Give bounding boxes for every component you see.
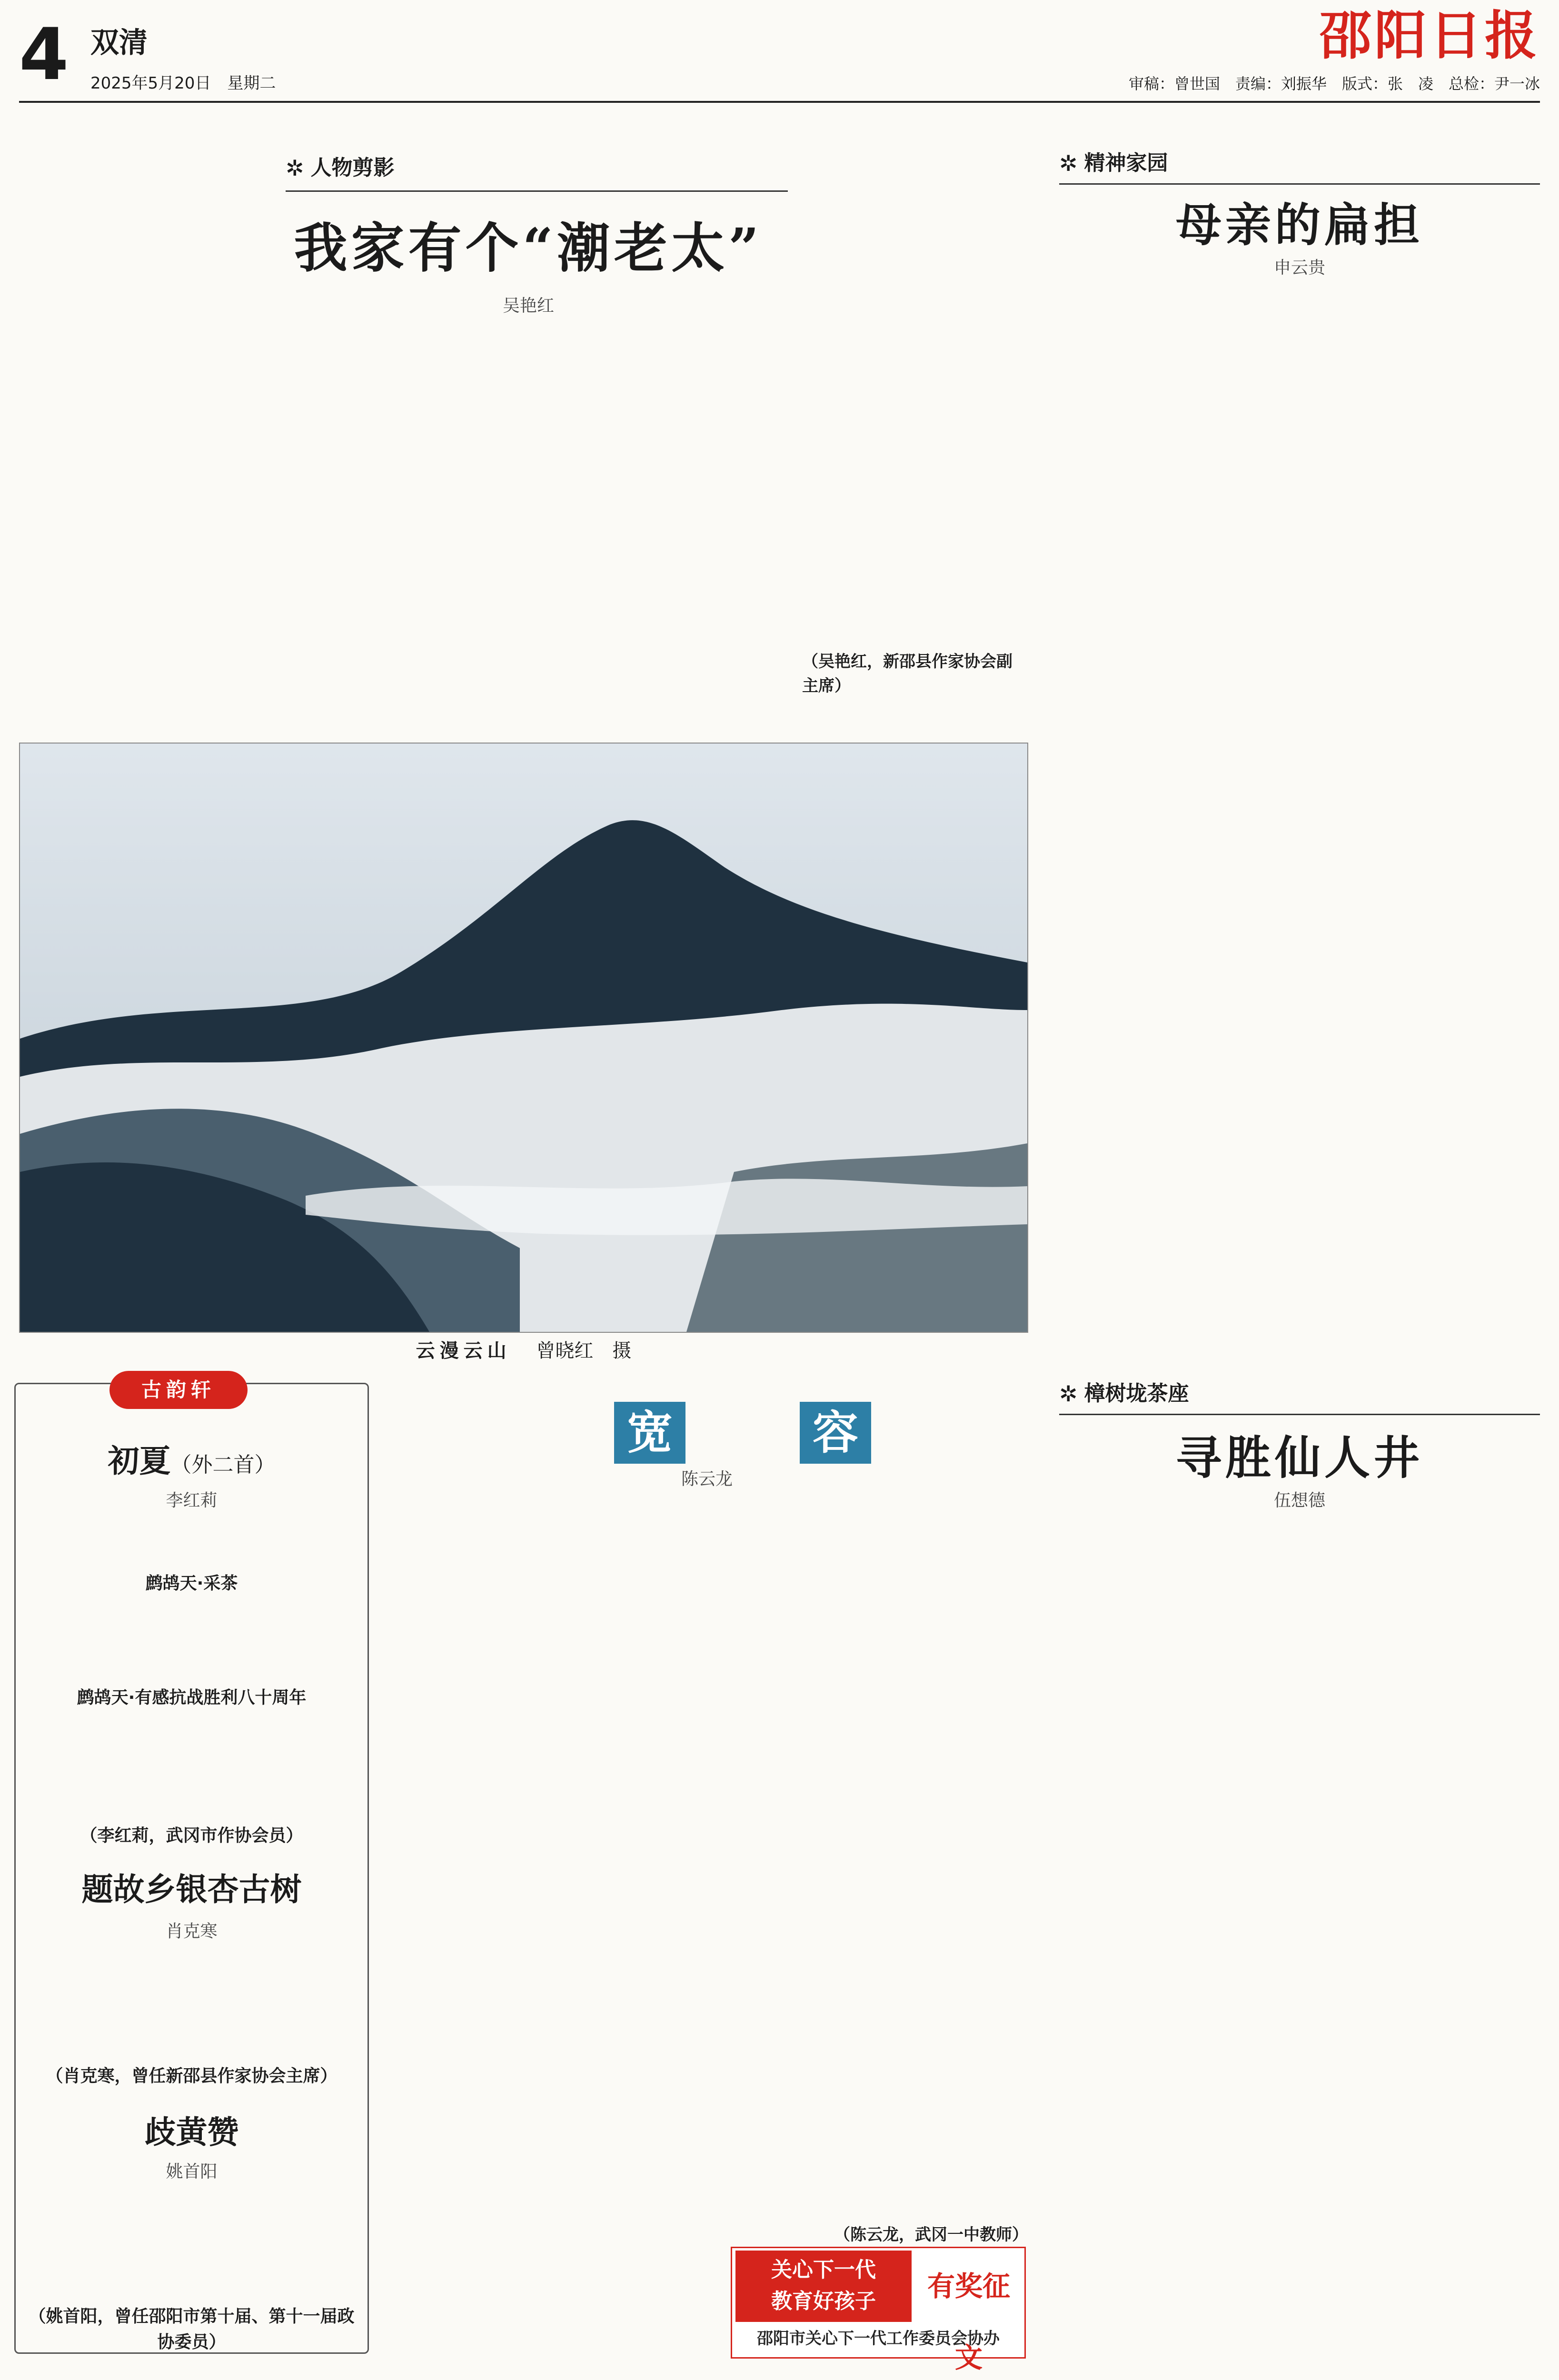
poem-author: 肖克寒 xyxy=(166,1922,218,1941)
poem-lines xyxy=(14,1597,369,1680)
near-hill-right xyxy=(686,1143,1027,1332)
poem-subtitle: 鹧鸪天·采茶 xyxy=(145,1574,238,1593)
article-body-col2 xyxy=(276,333,531,716)
flower-icon: ✲ xyxy=(1059,150,1078,176)
poem-title-text: 初夏 xyxy=(108,1442,171,1479)
photo-credit: 曾晓红 摄 xyxy=(536,1340,632,1362)
article-body-col3 xyxy=(1378,293,1540,1340)
article-sign-off: （陈云龙，武冈一中教师） xyxy=(834,2225,1028,2244)
article-author: 申云贵 xyxy=(1273,258,1325,278)
flower-icon: ✲ xyxy=(1059,1381,1078,1407)
header-rule xyxy=(19,101,1540,103)
mountain-photo-illustration xyxy=(20,744,1027,1332)
article-title: 母亲的扁担 xyxy=(1176,198,1423,252)
poem-lines xyxy=(14,1518,369,1571)
photo-title: 云漫云山 xyxy=(416,1340,511,1362)
poem-sign-off: （姚首阳，曾任邵阳市第十届、第十一届政协委员） xyxy=(29,2307,355,2352)
flower-icon: ✲ xyxy=(286,155,304,181)
article-body-col2 xyxy=(1211,293,1371,1340)
article-author: 伍想德 xyxy=(1273,1491,1325,1510)
newspaper-logo: 邵阳日报 xyxy=(1319,5,1540,66)
column-label: 人物剪影 xyxy=(310,156,395,180)
ad-slogan: 关心下一代 教育好孩子 xyxy=(735,2251,912,2322)
article-body-col1 xyxy=(19,131,276,716)
poem-title-suffix: （外二首） xyxy=(170,1453,276,1477)
column-rule xyxy=(1059,183,1540,185)
poem-sign-off: （李红莉，武冈市作协会员） xyxy=(80,1826,303,1845)
poem-lines xyxy=(14,1949,369,2059)
poem-subtitle: 鹧鸪天·有感抗战胜利八十周年 xyxy=(77,1688,307,1707)
article-title: 我家有个“潮老太” xyxy=(294,217,763,279)
column-header-zhangshu xyxy=(1059,1383,1189,1405)
poem-title: 歧黄赞 xyxy=(144,2113,239,2151)
column-rule xyxy=(1059,1414,1540,1415)
poem-sign-off: （肖克寒，曾任新邵县作家协会主席） xyxy=(46,2066,338,2086)
photo-caption xyxy=(19,1338,1028,1364)
poem-lines xyxy=(14,2190,369,2299)
poetry-badge: 古韵轩 xyxy=(109,1371,248,1409)
column-header-renwu xyxy=(286,157,395,179)
title-char: 容 xyxy=(800,1402,871,1464)
ad-contest-label: 有奖征文 xyxy=(927,2270,1010,2374)
issue-date: 2025年5月20日 星期二 xyxy=(90,74,276,93)
poem-title: 题故乡银杏古树 xyxy=(81,1871,302,1908)
column-label: 精神家园 xyxy=(1084,151,1168,175)
column-rule xyxy=(286,190,788,192)
article-body-col1 xyxy=(383,1504,707,2356)
ad-sponsor: 邵阳市关心下一代工作委员会协办 xyxy=(757,2329,1000,2348)
article-title xyxy=(614,1402,871,1464)
article-author: 陈云龙 xyxy=(681,1469,733,1489)
poem-author: 姚首阳 xyxy=(166,2162,218,2182)
article-body-col3 xyxy=(533,333,790,716)
article-body-col4 xyxy=(802,131,1026,650)
article-body-col2 xyxy=(714,1504,1028,2223)
editor-credits: 审稿：曾世国 责编：刘振华 版式：张 凌 总检：尹一冰 xyxy=(1128,75,1540,93)
article-body-col2 xyxy=(1297,1523,1540,2356)
poem-lines xyxy=(14,1711,369,1816)
poem-author: 李红莉 xyxy=(166,1491,218,1510)
page-number: 4 xyxy=(19,13,69,96)
article-body-col1 xyxy=(1047,293,1204,1340)
title-char: 宽 xyxy=(614,1402,685,1464)
section-name: 双清 xyxy=(90,26,148,60)
landscape-photo xyxy=(19,743,1028,1333)
article-title: 寻胜仙人井 xyxy=(1176,1431,1423,1485)
column-label: 樟树垅茶座 xyxy=(1084,1381,1189,1406)
article-sign-off: （吴艳红，新邵县作家协会副主席） xyxy=(802,652,1013,695)
article-author: 吴艳红 xyxy=(502,296,554,316)
article-body-col1 xyxy=(1047,1523,1290,2356)
poem-title xyxy=(14,1442,369,1480)
column-header-jingshen xyxy=(1059,152,1168,174)
